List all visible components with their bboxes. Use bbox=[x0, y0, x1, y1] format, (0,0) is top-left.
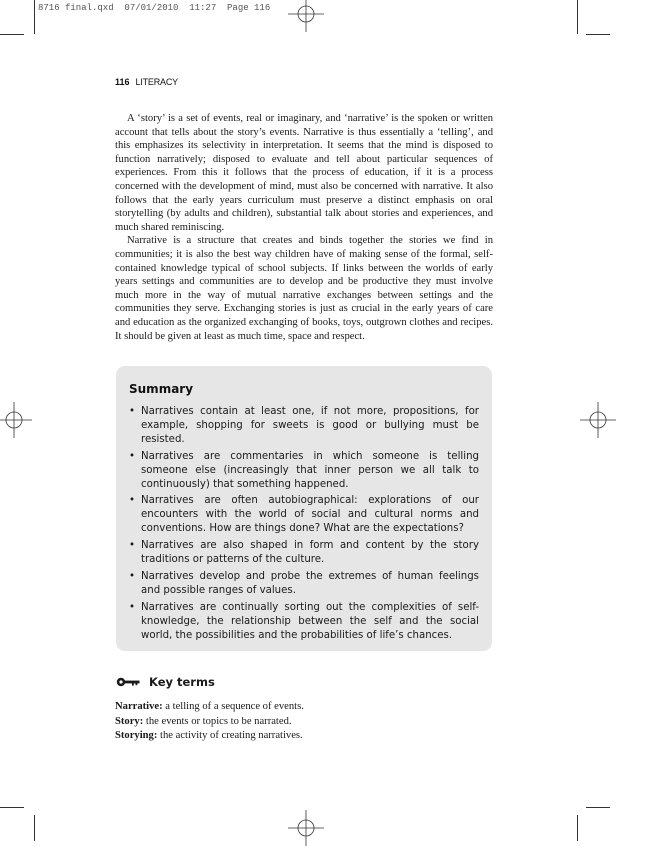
bullet-icon: • bbox=[129, 406, 136, 417]
crop-mark-top-left-v bbox=[34, 0, 35, 34]
summary-box bbox=[116, 366, 492, 651]
key-terms-heading bbox=[116, 674, 215, 690]
body-text bbox=[115, 112, 493, 343]
bullet-icon: • bbox=[129, 570, 136, 582]
summary-item-text: Narratives are continually sorting out the complexities of self-knowledge, the relationship between the self and the social world, the possibilities and the probabilities of life’s chances. bbox=[141, 601, 479, 641]
bullet-icon: • bbox=[129, 450, 136, 462]
key-term-row bbox=[115, 715, 493, 730]
bullet-icon: • bbox=[129, 495, 136, 507]
body-paragraph: Narrative is a structure that creates and binds together the stories we find in communities; it is also the best way children have of making sense of the formal, self-contained knowledge typical of school subjects. If links between the worlds of early years settings and communities are to develop and be productive they must involve much more in the way of mutual narrative exchanges between settings and the communities they serve. Exchanging stories is just as crucial in the early years of care and education as the organized exchanging of books, toys, outgrown clothes and recipes. It should be given at least as much time, space and respect. bbox=[115, 235, 493, 342]
key-term-row bbox=[115, 700, 493, 715]
summary-item-text: Narratives are commentaries in which someone is telling someone else (increasingly that inner person we all talk to continuously) that something happened. bbox=[141, 450, 479, 490]
summary-item bbox=[129, 539, 479, 567]
summary-item-text: Narratives are often autobiographical: explorations of our encounters with the world of social and cultural norms and conventions. How are things done? What are the expectations? bbox=[141, 495, 479, 535]
bullet-icon: • bbox=[129, 540, 136, 552]
summary-item-text: Narratives contain at least one, if not more, propositions, for example, shopping for sweets is good or bullying must be resisted. bbox=[141, 406, 479, 445]
crop-mark-top-left-h bbox=[0, 34, 24, 35]
key-term: Narrative: bbox=[115, 701, 163, 712]
key-term: Story: bbox=[115, 715, 144, 727]
summary-item bbox=[129, 494, 479, 536]
summary-title: Summary bbox=[129, 382, 194, 396]
key-terms-list bbox=[115, 700, 493, 744]
crop-mark-bottom-right-h bbox=[586, 807, 610, 808]
key-term-row bbox=[115, 729, 493, 744]
running-head-title: LITERACY bbox=[135, 77, 178, 87]
crop-mark-bottom-left-h bbox=[0, 807, 24, 808]
key-term-definition: the events or topics to be narrated. bbox=[143, 715, 292, 727]
crop-mark-bottom-left-v bbox=[34, 815, 35, 841]
key-term-definition: a telling of a sequence of events. bbox=[162, 701, 304, 712]
summary-item bbox=[129, 601, 479, 643]
key-term-definition: the activity of creating narratives. bbox=[157, 730, 303, 741]
summary-item-text: Narratives are also shaped in form and content by the story traditions or patterns of the culture. bbox=[141, 540, 479, 566]
page-number: 116 bbox=[115, 77, 130, 87]
key-icon bbox=[116, 677, 140, 687]
summary-item bbox=[129, 405, 479, 447]
registration-mark-left bbox=[0, 402, 32, 438]
summary-item bbox=[129, 570, 479, 598]
registration-mark-top bbox=[288, 0, 324, 32]
summary-item bbox=[129, 450, 479, 492]
summary-list bbox=[129, 405, 479, 643]
bullet-icon: • bbox=[129, 601, 136, 613]
summary-item-text: Narratives develop and probe the extremes of human feelings and possible ranges of values. bbox=[141, 570, 479, 596]
crop-mark-top-right-v bbox=[577, 0, 578, 34]
key-term: Storying: bbox=[115, 730, 158, 741]
key-terms-title: Key terms bbox=[149, 675, 215, 689]
crop-mark-bottom-right-v bbox=[577, 815, 578, 841]
body-paragraph: A ‘story’ is a set of events, real or imaginary, and ‘narrative’ is the spoken or written account that tells about the story’s events. Narrative is thus essentially a ‘telling’, and this emphasizes its selectivity in interpretation. It seems that the mind is disposed to function narratively; disposed to evaluate and tell about particular sequences of experiences. From this it follows that the process of education, if it is a process concerned with the development of mind, must also be concerned with narrative. It also follows that the early years curriculum must preserve a distinct emphasis on oral storytelling (by adults and children), substantial talk about stories and experiences, and much shared reminiscing. bbox=[115, 113, 493, 233]
printer-slug: 8716 final.qxd 07/01/2010 11:27 Page 116 bbox=[38, 3, 271, 13]
registration-mark-right bbox=[580, 402, 616, 438]
crop-mark-top-right-h bbox=[586, 34, 610, 35]
running-head bbox=[115, 77, 178, 87]
